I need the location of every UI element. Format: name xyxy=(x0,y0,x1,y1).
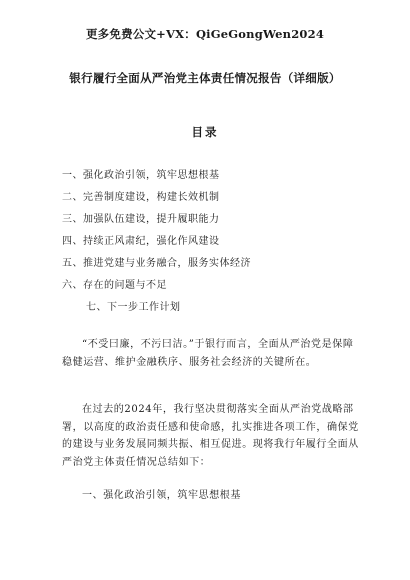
table-of-contents xyxy=(62,165,251,319)
header-note: 更多免费公文+VX：QiGeGongWen2024 xyxy=(85,27,325,41)
section-heading-1: 一、强化政治引领，筑牢思想根基 xyxy=(82,490,241,501)
document-title: 银行履行全面从严治党主体责任情况报告（详细版） xyxy=(69,71,341,85)
toc-heading: 目录 xyxy=(191,125,219,139)
body-paragraph-summary: 在过去的2024年，我行坚决贯彻落实全面从严治党战略部署，以高度的政治责任感和使命感，扎实推进各项工作，确保党的建设与业务发展同频共振、相互促进。现将我行年履行全面从严治党主体责任情况总结如下： xyxy=(62,404,359,468)
toc-item-7: 七、下一步工作计划 xyxy=(86,302,181,313)
toc-item-4: 四、持续正风肃纪，强化作风建设 xyxy=(62,236,220,247)
toc-item-5: 五、推进党建与业务融合，服务实体经济 xyxy=(62,258,251,269)
toc-item-1: 一、强化政治引领，筑牢思想根基 xyxy=(62,170,220,181)
toc-item-3: 三、加强队伍建设，提升履职能力 xyxy=(62,214,220,225)
toc-item-2: 二、完善制度建设，构建长效机制 xyxy=(62,192,220,203)
body-paragraph-intro: “不受曰廉，不污曰洁。”于银行而言，全面从严治党是保障稳健运营、维护金融秩序、服务社会经济的关键所在。 xyxy=(62,339,354,368)
toc-item-6: 六、存在的问题与不足 xyxy=(62,280,167,291)
